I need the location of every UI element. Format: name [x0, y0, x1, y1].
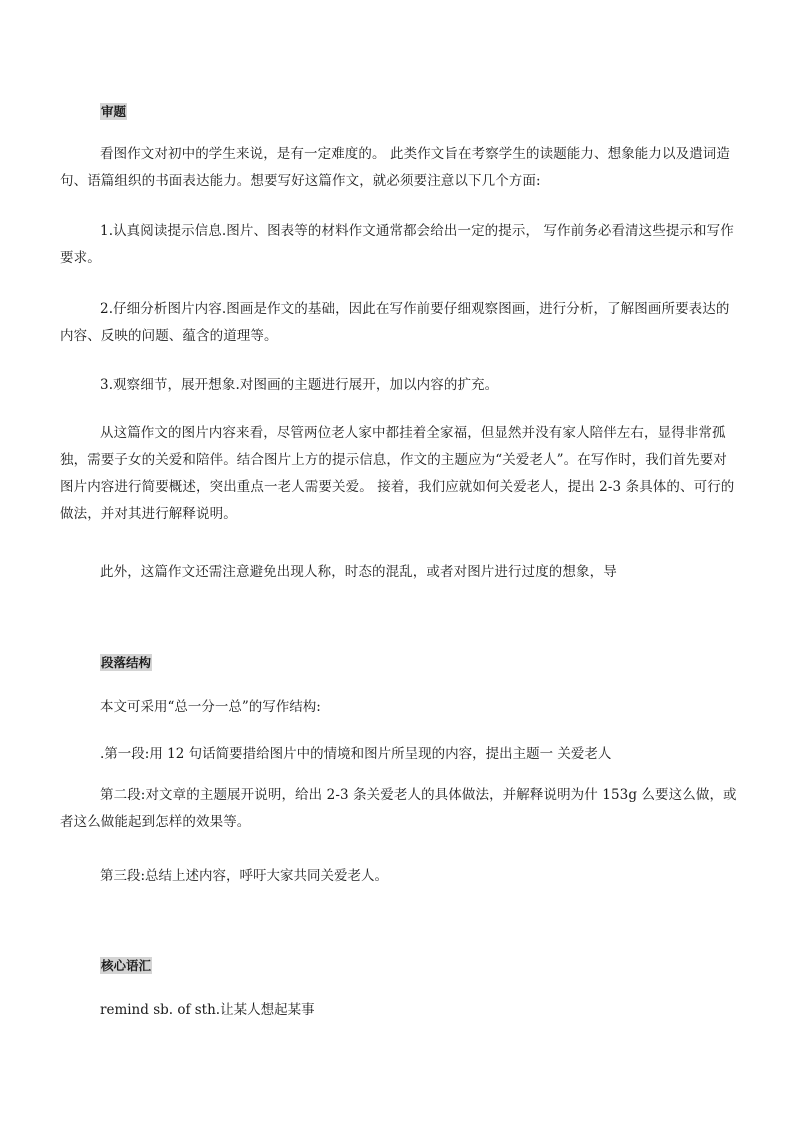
review-paragraph-5: 从这篇作文的图片内容来看，尽管两位老人家中都挂着全家福，但显然并没有家人陪伴左右，显得非常孤独，需要子女的关爱和陪伴。结合图片上方的提示信息，作文的主题应为“关爱老人”。在写作时，我们首先要对图片内容进行简要概述，突出重点一老人需要关爱。 接着，我们应就如何关爱老人，提出 2-3 条具体的、可行的做法，并对其进行解释说明。 [60, 425, 735, 522]
review-paragraph-6: 此外，这篇作文还需注意避免出现人称，时态的混乱，或者对图片进行过度的想象，导 [100, 564, 617, 580]
heading-structure: 段落结构 [101, 655, 152, 670]
heading-vocab: 核心语汇 [101, 958, 152, 973]
review-paragraph-3: 2.仔细分析图片内容.图画是作文的基础，因此在写作前要仔细观察图画，进行分析，了解图画所要表达的内容、反映的问题、蕴含的道理等。 [60, 301, 730, 344]
structure-intro: 本文可采用“总一分一总”的写作结构: [100, 699, 321, 715]
structure-paragraph-1: .第一段:用 12 句话简要措给图片中的情境和图片所呈现的内容，提出主题一 关爱老人 [100, 746, 612, 762]
review-paragraph-4: 3.观察细节，展开想象.对图画的主题进行展开，加以内容的扩充。 [100, 377, 499, 393]
review-paragraph-1: 看图作文对初中的学生来说，是有一定难度的。 此类作文旨在考察学生的读题能力、想象能力以及遣词造句、语篇组织的书面表达能力。想要写好这篇作文，就必须要注意以下几个方面: [60, 146, 730, 189]
heading-review: 审题 [101, 104, 127, 119]
review-paragraph-2: 1.认真阅读提示信息.图片、图表等的材料作文通常都会给出一定的提示， 写作前务必看清这些提示和写作要求。 [60, 223, 734, 266]
structure-paragraph-2: 第二段:对文章的主题展开说明，给出 2-3 条关爱老人的具体做法，并解释说明为什 153g 么要这么做，或者这么做能起到怎样的效果等。 [60, 787, 737, 830]
structure-paragraph-3: 第三段:总结上述内容，呼吁大家共同关爱老人。 [100, 868, 389, 884]
vocab-item-1: remind sb. of sth.让某人想起某事 [100, 1002, 315, 1018]
